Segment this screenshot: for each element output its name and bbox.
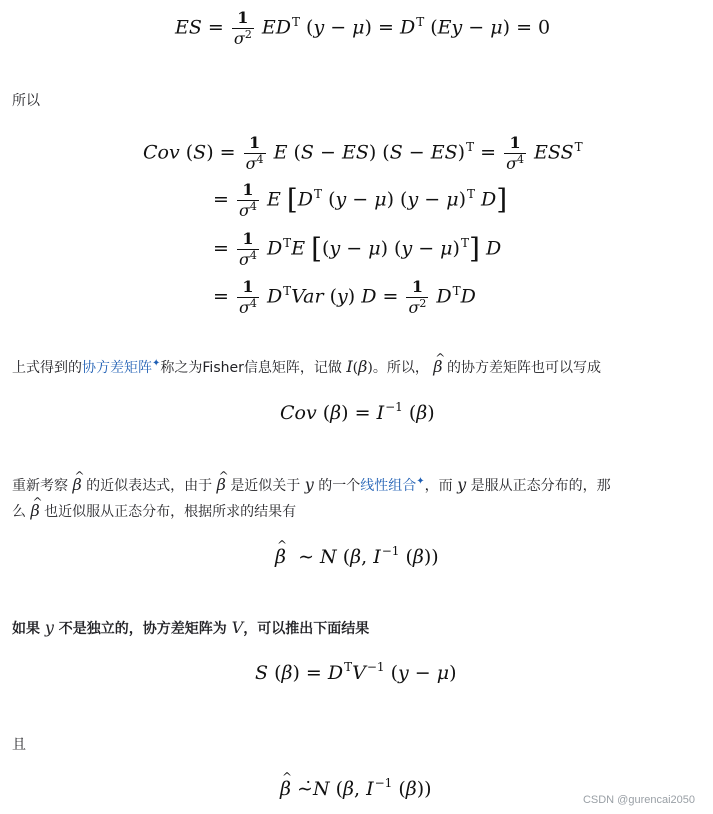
math-y: y: [304, 475, 314, 494]
math-i-beta: I: [346, 357, 353, 376]
text-so: 所以: [12, 93, 40, 109]
p2-text-c: 是近似关于: [230, 478, 301, 494]
p3-text-a: 么: [12, 504, 26, 520]
p2-text-d: 的一个: [318, 478, 361, 494]
math-beta-hat: ^ β: [433, 354, 442, 380]
equation-es: ES = $\frac{1}{\sigma^2}$ $ED^T$ $(y - \mu) = D^T$ (Ey − μ) = 0: [175, 8, 551, 48]
math-beta-hat-3: ^ β: [217, 472, 226, 498]
link-star-icon-2: ✦: [416, 476, 425, 487]
p2-text-e: ，而: [424, 478, 453, 494]
equation-beta-dist-2: ^ β ∼̇N (β, $I^{-1}$ (β)): [280, 780, 432, 799]
equation-beta-dist: ^ β ∼ N (β, $I^{-1}$ (β)): [275, 548, 439, 567]
paragraph-not-independent: [12, 615, 369, 642]
watermark: CSDN @gurencai2050: [582, 794, 695, 806]
p2-text-a: 重新考察: [12, 478, 68, 494]
p2-text-f: 是服从正态分布的，那: [470, 478, 611, 494]
equation-cov-beta: Cov $(\beta) = I^{-1}$ (β): [280, 400, 435, 424]
math-v: V: [231, 618, 244, 637]
paragraph-fisher: 上式得到的协方差矩阵✦称之为Fisher信息矩阵，记做 I(β)。所以， ^ β 的协方差矩阵也可以写成: [12, 354, 601, 383]
p1-text-a: 上式得到的: [12, 360, 82, 376]
p1-text-b: 称之为Fisher信息矩阵，记做: [160, 360, 342, 376]
math-beta-hat-2: ^ β: [72, 472, 81, 498]
p2-text-b: 的近似表达式，由于: [86, 478, 213, 494]
p3-text-b: 也近似服从正态分布，根据所求的结果有: [44, 504, 297, 520]
text-and: 且: [12, 737, 26, 753]
paragraph-reconsider-line2: [12, 498, 296, 525]
link-linear-combination[interactable]: 线性组合: [360, 478, 417, 494]
equation-s-beta: S $(\beta) = D^TV^{-1}$ (y − μ): [255, 660, 457, 684]
math-beta-hat-4: ^ β: [30, 498, 39, 524]
link-star-icon: ✦: [152, 358, 161, 369]
link-covariance-matrix[interactable]: 协方差矩阵: [82, 360, 152, 376]
bold-text-b: 不是独立的，协方差矩阵为: [58, 621, 227, 637]
math-y-3: y: [44, 618, 54, 637]
p1-text-d: 的协方差矩阵也可以写成: [446, 360, 601, 376]
p1-text-c: 。所以，: [372, 360, 429, 376]
paragraph-reconsider: [12, 472, 611, 501]
math-y-2: y: [457, 475, 467, 494]
bold-text-a: 如果: [12, 621, 40, 637]
equation-cov-s: Cov (S) = $\frac{1}{\sigma^4}$ E (S − ES) (S − ES)$^T$ = $\frac{1}{\sigma^4}$ $ESS^T$ = $\frac{1}{\sigma^4}$ E [$D^T$ (y − μ) $(y - \mu)^T$ D] = $\frac{1}{\sigma^4}$ $D^TE$ [(y − μ) $(y - \mu)^T$] D = $\frac{1}{\sigma^4}$ $D^TVar$ (y) D = $\frac{1}{\sigma^2}$ $D^TD$: [143, 133, 583, 317]
bold-text-c: ，可以推出下面结果: [243, 621, 370, 637]
